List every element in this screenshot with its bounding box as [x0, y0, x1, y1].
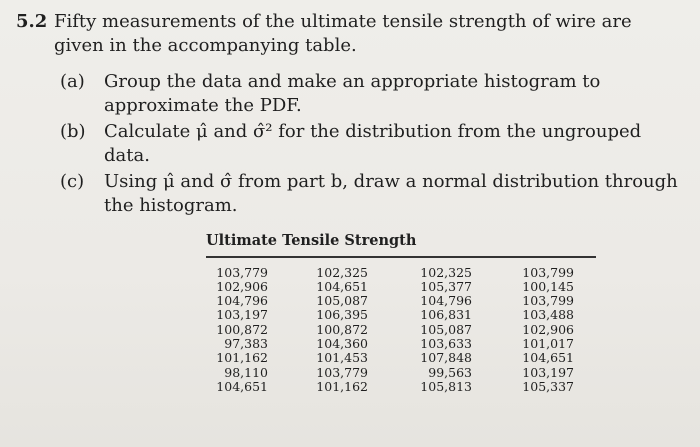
table-cell: 104,360	[316, 335, 368, 351]
table-cell: 102,906	[522, 321, 574, 337]
table-cell: 103,488	[522, 307, 574, 323]
table-columns	[206, 266, 596, 395]
table-cell: 105,813	[420, 378, 472, 394]
table-column	[268, 266, 368, 395]
table-cell: 105,087	[420, 321, 472, 337]
table-cell: 104,651	[216, 378, 268, 394]
table-cell: 101,162	[216, 350, 268, 366]
table-cell: 104,796	[216, 293, 268, 309]
part-text: Using μ̂ and σ̂ from part b, draw a normal distribution through the histogram.	[104, 171, 678, 216]
table-cell: 100,145	[522, 278, 574, 294]
table-cell: 101,453	[316, 350, 368, 366]
table-column	[206, 266, 268, 395]
part-label: (a)	[60, 71, 85, 92]
table-column	[368, 266, 472, 395]
table-cell: 98,110	[224, 364, 268, 380]
part-label: (c)	[60, 171, 85, 192]
table-cell: 100,872	[216, 321, 268, 337]
table-cell: 101,162	[316, 378, 368, 394]
table-column	[472, 266, 574, 395]
table-title: Ultimate Tensile Strength	[206, 232, 417, 249]
table-cell: 105,337	[522, 378, 574, 394]
table-cell: 103,779	[216, 264, 268, 280]
part-label: (b)	[60, 121, 86, 142]
table-cell: 106,395	[316, 307, 368, 323]
table-cell: 97,383	[224, 335, 268, 351]
table-cell: 105,377	[420, 278, 472, 294]
table-cell: 105,087	[316, 293, 368, 309]
table-cell: 102,325	[420, 264, 472, 280]
table-cell: 101,017	[522, 335, 574, 351]
table-cell: 106,831	[420, 307, 472, 323]
table-cell: 104,796	[420, 293, 472, 309]
table-cell: 99,563	[428, 364, 472, 380]
table-cell: 103,197	[216, 307, 268, 323]
problem-text: Fifty measurements of the ultimate tensile strength of wire are given in the accompanying table.	[54, 11, 632, 56]
table-cell: 103,779	[316, 364, 368, 380]
part-text: Group the data and make an appropriate histogram to approximate the PDF.	[104, 71, 601, 116]
part-b	[60, 120, 680, 168]
table-cell: 100,872	[316, 321, 368, 337]
table-cell: 102,906	[216, 278, 268, 294]
table-cell: 104,651	[522, 350, 574, 366]
table-cell: 103,197	[522, 364, 574, 380]
problem-parts	[60, 70, 680, 220]
tensile-strength-table	[206, 232, 596, 394]
table-cell: 103,799	[522, 264, 574, 280]
table-cell: 103,799	[522, 293, 574, 309]
part-c	[60, 170, 680, 218]
part-text: Calculate μ̂ and σ̂² for the distribution from the ungrouped data.	[104, 121, 642, 166]
table-cell: 102,325	[316, 264, 368, 280]
table-cell: 107,848	[420, 350, 472, 366]
table-cell: 104,651	[316, 278, 368, 294]
part-a	[60, 70, 680, 118]
table-rule	[206, 256, 596, 258]
problem-number: 5.2	[16, 11, 48, 32]
table-cell: 103,633	[420, 335, 472, 351]
